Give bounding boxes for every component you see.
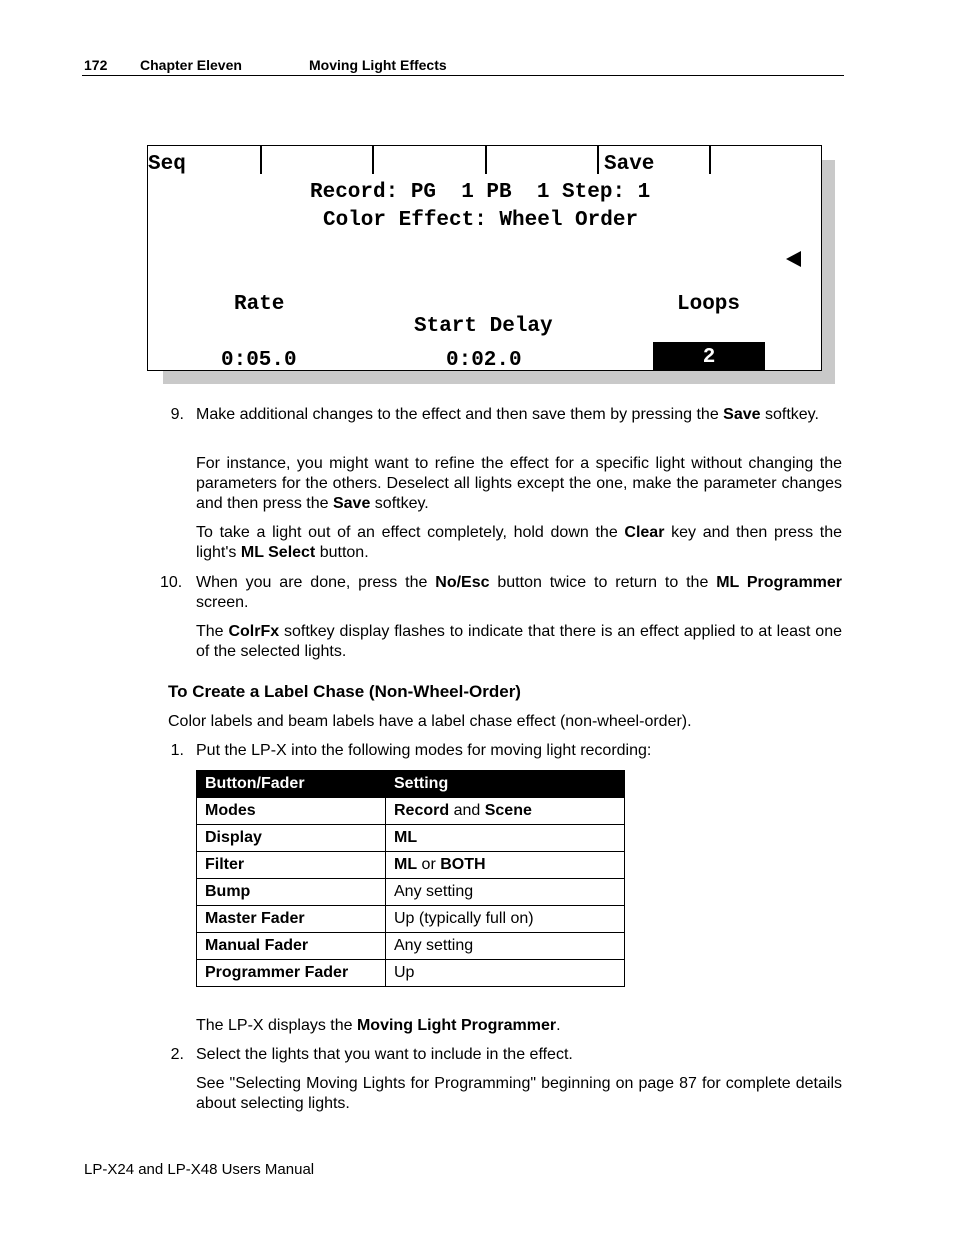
table-row bbox=[197, 960, 625, 987]
cell-setting: Up bbox=[386, 960, 625, 987]
rate-value: 0:05.0 bbox=[221, 349, 297, 372]
paragraph: The LP-X displays the Moving Light Programmer. bbox=[196, 1017, 561, 1034]
paragraph: The ColrFx softkey display flashes to indicate that there is an effect applied to at least one of the selected lights. bbox=[196, 623, 843, 660]
cell-setting: ML or BOTH bbox=[386, 852, 625, 879]
left-triangle-icon bbox=[786, 251, 801, 267]
section-intro: Color labels and beam labels have a label chase effect (non-wheel-order). bbox=[168, 713, 692, 730]
cell-setting: ML bbox=[386, 825, 625, 852]
cell-button-fader: Master Fader bbox=[197, 906, 386, 933]
step-number: 9. bbox=[170, 406, 184, 423]
cell-button-fader: Modes bbox=[197, 798, 386, 825]
table-row bbox=[197, 852, 625, 879]
step-text: Select the lights that you want to include in the effect. bbox=[196, 1046, 573, 1063]
softkey-divider bbox=[597, 146, 599, 174]
softkey-save[interactable]: Save bbox=[604, 153, 655, 176]
cell-button-fader: Bump bbox=[197, 879, 386, 906]
cell-setting: Up (typically full on) bbox=[386, 906, 625, 933]
cell-setting: Record and Scene bbox=[386, 798, 625, 825]
table-row bbox=[197, 933, 625, 960]
page-number: 172 bbox=[84, 57, 108, 73]
step-text: Put the LP-X into the following modes for moving light recording: bbox=[196, 742, 652, 759]
step-number: 10. bbox=[160, 574, 183, 591]
cell-setting: Any setting bbox=[386, 933, 625, 960]
table-row bbox=[197, 906, 625, 933]
cell-button-fader: Display bbox=[197, 825, 386, 852]
table-row bbox=[197, 798, 625, 825]
loops-label: Loops bbox=[677, 293, 741, 316]
settings-table bbox=[196, 770, 625, 987]
start-delay-value: 0:02.0 bbox=[446, 349, 522, 372]
cell-button-fader: Manual Fader bbox=[197, 933, 386, 960]
softkey-seq[interactable]: Seq bbox=[148, 153, 186, 176]
rate-label: Rate bbox=[234, 293, 285, 316]
paragraph: See "Selecting Moving Lights for Programming" beginning on page 87 for complete details about selecting lights. bbox=[196, 1075, 842, 1112]
lcd-record-line: Record: PG 1 PB 1 Step: 1 bbox=[310, 181, 651, 204]
paragraph: For instance, you might want to refine the effect for a specific light without changing the parameters for the others. Deselect all lights except the one, make the parameter changes and then press the Save softkey. bbox=[196, 455, 842, 512]
cell-button-fader: Filter bbox=[197, 852, 386, 879]
start-delay-label: Start Delay bbox=[414, 315, 553, 338]
lcd-effect-line: Color Effect: Wheel Order bbox=[323, 209, 639, 232]
section-title: Moving Light Effects bbox=[309, 57, 447, 73]
loops-value-highlight bbox=[653, 342, 765, 370]
step-number: 2. bbox=[170, 1046, 184, 1063]
header-rule bbox=[82, 75, 844, 76]
cell-button-fader: Programmer Fader bbox=[197, 960, 386, 987]
lcd-screen bbox=[147, 145, 822, 371]
loops-value: 2 bbox=[702, 346, 716, 369]
softkey-divider bbox=[709, 146, 711, 174]
table-row bbox=[197, 879, 625, 906]
softkey-divider bbox=[372, 146, 374, 174]
column-header: Button/Fader bbox=[197, 771, 386, 798]
cell-setting: Any setting bbox=[386, 879, 625, 906]
section-heading: To Create a Label Chase (Non-Wheel-Order) bbox=[168, 682, 521, 701]
table-row bbox=[197, 825, 625, 852]
step-text: Make additional changes to the effect and then save them by pressing the Save softkey. bbox=[196, 406, 819, 423]
step-number: 1. bbox=[170, 742, 184, 759]
step-text: When you are done, press the No/Esc button twice to return to the ML Programmer screen. bbox=[196, 574, 843, 611]
paragraph: To take a light out of an effect completely, hold down the Clear key and then press the light's ML Select button. bbox=[196, 524, 843, 561]
softkey-divider bbox=[485, 146, 487, 174]
softkey-divider bbox=[260, 146, 262, 174]
footer-text: LP-X24 and LP-X48 Users Manual bbox=[84, 1161, 315, 1178]
chapter-title: Chapter Eleven bbox=[140, 57, 242, 73]
column-header: Setting bbox=[386, 771, 625, 798]
table-header-row bbox=[197, 771, 625, 798]
